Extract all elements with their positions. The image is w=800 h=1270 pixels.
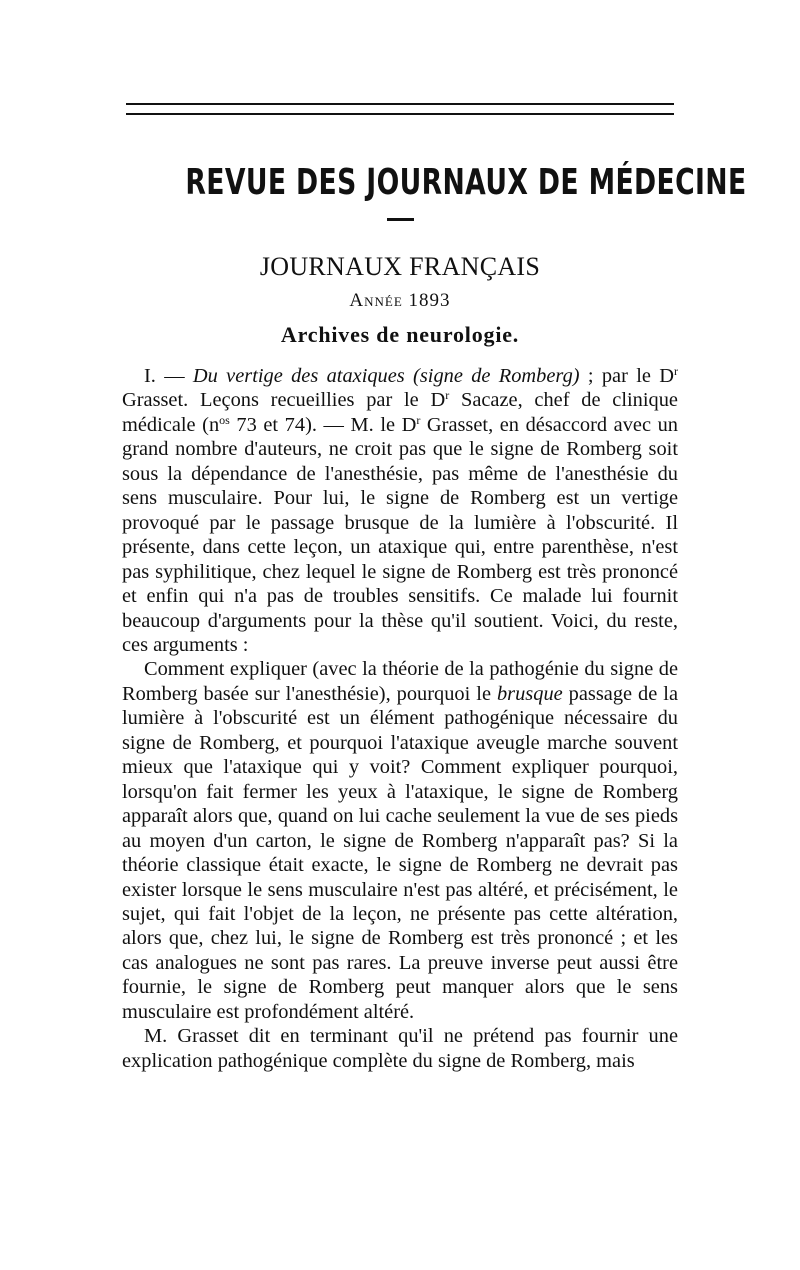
superscript: os [219,412,230,427]
journal-heading: Archives de neurologie. [280,322,520,347]
text-run: Grasset, en désaccord avec un grand nombre d'auteurs, ne croit pas que le signe de Romberg soit sous la dépendance de l'anesthésie, pas même de l'anesthésie du sens musculaire. Pour lui, le signe de Romberg est un vertige provoqué par le passage brusque de la lumière à l'obscurité. Il présente, dans cette leçon, un ataxique qui, entre parenthèse, n'est pas syphilitique, chez lequel le signe de Romberg est très prononcé et enfin qui n'a pas de troubles sensitifs. Ce malade lui fournit beaucoup d'arguments pour la thèse qu'il soutient. Voici, du reste, ces arguments : [122,413,678,656]
paragraph-2 [122,657,678,1024]
superscript: r [445,388,450,403]
article-number: I. — [144,365,193,387]
text-run: passage de la lumière à l'obscurité est un élément pathogénique nécessaire du signe de Romberg, et pourquoi l'ataxique aveugle marche souvent mieux que l'ataxique qui y voit? Comment expliquer pourquoi, lorsqu'on fait fermer les yeux à l'ataxique, le signe de Romberg apparaît alors que, quand on lui cache seulement la vue de ses pieds au moyen d'un carton, le signe de Romberg n'apparaît pas? Si la théorie classique était exacte, le signe de Romberg ne devrait pas exister lorsque le sens musculaire n'est pas altéré, et précisément, le sujet, qui fait l'objet de la leçon, ne présente pas cette altération, alors que, chez lui, le signe de Romberg est très prononcé ; et les cas analogues ne sont pas rares. La preuve inverse peut aussi être fournie, le signe de Romberg peut manquer alors que le sens musculaire est profondément altéré. [122,682,679,1023]
masthead-title: REVUE DES JOURNAUX DE MÉDECINE [185,162,747,203]
text-run: Comment expliquer (avec la théorie de la pathogénie du signe de Romberg basée sur l'anesthésie), pourquoi le [122,658,678,705]
top-double-rule-upper [126,103,674,105]
text-run: ; par le D [579,365,674,387]
top-double-rule-lower [126,113,674,115]
section-heading: JOURNAUX FRANÇAIS [259,252,541,281]
text-run: Sacaze, chef de clinique médicale (n [122,389,678,436]
year-subheading: Année 1893 [349,290,451,311]
paragraph-3: M. Grasset dit en terminant qu'il ne prétend pas fournir une explication pathogénique complète du signe de Romberg, mais [122,1025,678,1072]
text-run: 73 et 74). — M. le D [229,413,417,436]
text-run: Grasset. Leçons recueillies par le D [122,389,446,412]
superscript: r [673,364,678,378]
article-body [122,364,678,1073]
article-title: Du vertige des ataxiques (signe de Romberg) [192,365,580,387]
superscript: r [416,412,421,427]
italic-word: brusque [496,682,563,705]
separator-dash [387,218,414,221]
paragraph-1 [122,364,678,657]
